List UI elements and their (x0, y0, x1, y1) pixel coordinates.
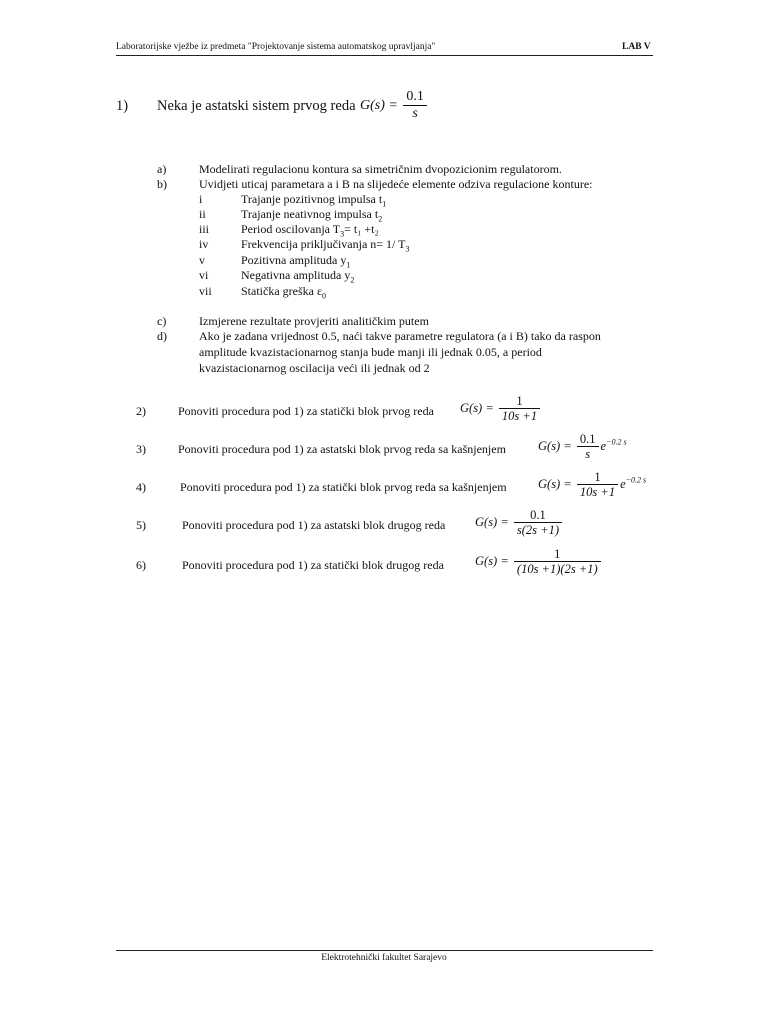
problem-number: 3) (136, 442, 146, 456)
problem-text: Ponoviti procedura pod 1) za astatski blok prvog reda sa kašnjenjem (178, 442, 506, 456)
problem-number: 6) (136, 558, 146, 572)
item-d-line: Ako je zadana vrijednost 0.5, naći takve parametre regulatora (a i B) tako da raspon (199, 329, 601, 343)
subitem-text: Negativna amplituda $y_2$ (241, 268, 355, 285)
item-c-label: c) (157, 314, 167, 328)
item-d-line: kvazistacionarnog oscilacija veći ili jednak od 2 (199, 361, 430, 375)
subitem-label: i (199, 192, 203, 206)
problem-equation: G(s) = $\frac{0.1}{s}$ $e^{-0.2 s}$ (538, 432, 627, 462)
subitem-text: Period oscilovanja $T_3= t_1 +t_2$ (241, 222, 379, 239)
problem-text: Ponoviti procedura pod 1) za statički blok drugog reda (182, 558, 444, 572)
task1-number: 1) (116, 98, 129, 114)
subitem-label: vii (199, 284, 212, 298)
item-d-line: amplitude kvazistacionarnog stanja bude manji ili jednak 0.05, a period (199, 345, 542, 359)
subitem-label: iii (199, 222, 210, 236)
subitem-label: iv (199, 237, 209, 251)
problem-number: 5) (136, 518, 146, 532)
header-rule (116, 55, 653, 56)
problem-number: 2) (136, 404, 146, 418)
task1-equation (360, 89, 429, 122)
footer-rule (116, 950, 653, 951)
equation-numerator: 0.1 (406, 89, 424, 104)
subitem-text: Trajanje pozitivnog impulsa $t_1$ (241, 192, 387, 209)
footer-text: Elektrotehnički fakultet Sarajevo (321, 953, 447, 963)
task1-text: Neka je astatski sistem prvog reda (157, 98, 356, 114)
lab-label: LAB V (622, 42, 651, 52)
subitem-text: Statička greška $\varepsilon_0$ (241, 284, 327, 301)
subitem-text: Pozitivna amplituda $y_1$ (241, 253, 351, 270)
item-a-label: a) (157, 162, 167, 176)
item-b-label: b) (157, 177, 167, 191)
problem-equation: G(s) = $\frac{1}{10s +1}$ (460, 394, 542, 424)
item-c-text: Izmjerene rezultate provjeriti analitičkim putem (199, 314, 429, 328)
subitem-text: Frekvencija priključivanja n= 1/ $T_3$ (241, 237, 410, 254)
subitem-label: vi (199, 268, 209, 282)
problem-number: 4) (136, 480, 146, 494)
problem-equation: G(s) = $\frac{0.1}{s(2s +1)}$ (475, 508, 564, 538)
equation-lhs: G(s) = (360, 97, 398, 113)
item-a-text: Modelirati regulacionu kontura sa simetričnim dvopozicionim regulatorom. (199, 162, 562, 176)
item-d-label: d) (157, 329, 167, 343)
equation-fraction (403, 89, 427, 122)
problem-equation: G(s) = $\frac{1}{(10s +1)(2s +1)}$ (475, 547, 603, 577)
problem-text: Ponoviti procedura pod 1) za astatski blok drugog reda (182, 518, 446, 532)
problem-equation: G(s) = $\frac{1}{10s +1}$ $e^{-0.2 s}$ (538, 470, 647, 500)
subitem-label: ii (199, 207, 206, 221)
problem-text: Ponoviti procedura pod 1) za statički blok prvog reda (178, 404, 434, 418)
equation-denominator: s (403, 105, 427, 122)
header-title: Laboratorijske vježbe iz predmeta "Projektovanje sistema automatskog upravljanja" (116, 42, 436, 52)
subitem-text: Trajanje neativnog impulsa $t_2$ (241, 207, 383, 224)
item-b-text: Uvidjeti uticaj parametara a i B na slijedeće elemente odziva regulacione konture: (199, 177, 593, 191)
subitem-label: v (199, 253, 205, 267)
problem-text: Ponoviti procedura pod 1) za statički blok prvog reda sa kašnjenjem (180, 480, 507, 494)
